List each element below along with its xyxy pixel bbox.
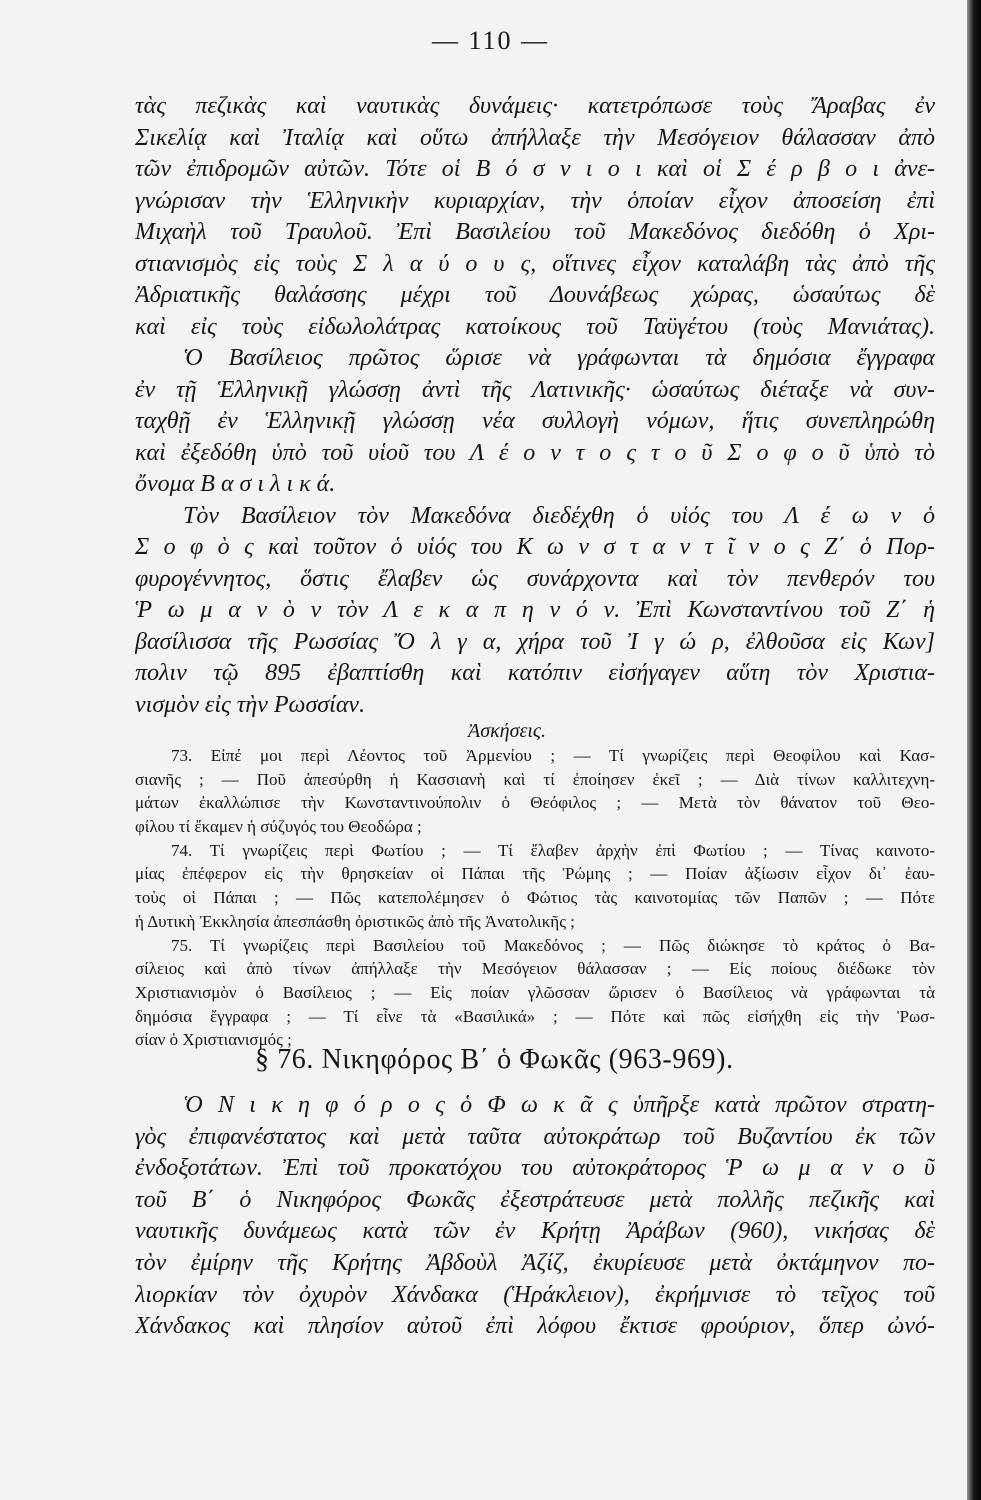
body-line: Ἀδριατικῆς θαλάσσης μέχρι τοῦ Δουνάβεως χώρας, ὡσαύτως δὲ <box>135 282 935 308</box>
body-text <box>135 91 935 721</box>
section-line: λιορκίαν τὸν ὀχυρὸν Χάνδακα (Ἡράκλειον), ἐκρήμνισε τὸ τεῖχος τοῦ <box>135 1281 935 1308</box>
body-line: καὶ εἰς τοὺς εἰδωλολάτρας κατοίκους τοῦ Ταϋγέτου (τοὺς Μανιάτας). <box>135 313 935 340</box>
exercise-line: σιανῆς ; — Ποῦ ἀπεσύρθη ἡ Κασσιανὴ καὶ τί ἐποίησεν ἐκεῖ ; — Διὰ τίνων καλλιτεχνη- <box>135 769 935 789</box>
body-line: τὰς πεζικὰς καὶ ναυτικὰς δυνάμεις· κατετρόπωσε τοὺς Ἄραβας ἐν <box>135 93 935 119</box>
exercise-line: 73. Εἰπέ μοι περὶ Λέοντος τοῦ Ἀρμενίου ; — Τί γνωρίζεις περὶ Θεοφίλου καὶ Κασ- <box>171 746 935 765</box>
body-line: Τὸν Βασίλειον τὸν Μακεδόνα διεδέχθη ὁ υἱός του Λ έ ω ν ὁ <box>183 502 935 529</box>
body-line: φυρογέννητος, ὅστις ἔλαβεν ὡς συνάρχοντα καὶ τὸν πενθερόν του <box>135 565 935 592</box>
body-line: Ὁ Βασίλειος πρῶτος ὥρισε νὰ γράφωνται τὰ δημόσια ἔγγραφα <box>183 345 935 371</box>
body-line: Μιχαὴλ τοῦ Τραυλοῦ. Ἐπὶ Βασιλείου τοῦ Μακεδόνος διεδόθη ὁ Χρι- <box>135 219 935 245</box>
exercise-line: σίαν ὁ Χριστιανισμός ; <box>135 1030 292 1050</box>
exercises-list <box>135 744 935 1052</box>
exercise-line: 74. Τί γνωρίζεις περὶ Φωτίου ; — Τί ἔλαβεν ἀρχὴν ἐπὶ Φωτίου ; — Τίνας καινοτο- <box>171 840 935 860</box>
section-line: ἐνδοξοτάτων. Ἐπὶ τοῦ προκατόχου του αὐτοκράτορος Ῥ ω μ α ν ο ῦ <box>135 1155 935 1182</box>
section-text <box>135 1090 935 1343</box>
exercise-line: τοὺς οἱ Πάπαι ; — Πῶς κατεπολέμησεν ὁ Φώτιος τὰς καινοτομίας τῶν Παπῶν ; — Πότε <box>135 888 935 908</box>
section-heading: § 76. Νικηφόρος Β΄ ὁ Φωκᾶς (963-969). <box>255 1044 734 1075</box>
exercise-line: μίας ἐπέφερον εἰς τὴν θρησκείαν οἱ Πάπαι τῆς Ῥώμης ; — Ποίαν ἀξίωσιν εἶχον δι᾽ ἑαυ- <box>135 864 935 884</box>
exercise-line: Χριστιανισμὸν ὁ Βασίλειος ; — Εἰς ποίαν γλῶσσαν ὥρισεν ὁ Βασίλειος νὰ γράφωνται τὰ <box>135 982 935 1002</box>
exercise-line: μάτων ἐκαλλώπισε τὴν Κωνσταντινούπολιν ὁ Θεόφιλος ; — Μετὰ τὸν θάνατον τοῦ Θεο- <box>135 793 935 813</box>
exercises-title: Ἀσκήσεις. <box>468 720 547 742</box>
page-number: — 110 — <box>431 26 550 55</box>
body-line: νισμὸν εἰς τὴν Ρωσσίαν. <box>135 691 366 718</box>
section-line: τοῦ Β΄ ὁ Νικηφόρος Φωκᾶς ἐξεστράτευσε μετὰ πολλῆς πεζικῆς καὶ <box>135 1186 935 1213</box>
body-line: ἐν τῇ Ἑλληνικῇ γλώσσῃ ἀντὶ τῆς Λατινικῆς· ὡσαύτως διέταξε νὰ συν- <box>135 376 935 403</box>
body-line: γνώρισαν τὴν Ἑλληνικὴν κυριαρχίαν, τὴν ὁποίαν εἶχον ἀποσείση ἐπὶ <box>135 187 935 214</box>
exercise-line: σίλειος καὶ ἀπὸ τίνων ἀπήλλαξε τὴν Μεσόγειον θάλασσαν ; — Εἰς ποίους διέδωκε τὸν <box>135 959 935 979</box>
body-line: καὶ ἐξεδόθη ὑπὸ τοῦ υἱοῦ του Λ έ ο ν τ ο ς τ ο ῦ Σ ο φ ο ῦ ὑπὸ τὸ <box>135 439 935 466</box>
scan-edge <box>967 0 981 1500</box>
body-line: ταχθῇ ἐν Ἑλληνικῇ γλώσσῃ νέα συλλογὴ νόμων, ἥτις συνεπληρώθη <box>135 408 935 434</box>
section-line: Χάνδακος καὶ πλησίον αὐτοῦ ἐπὶ λόφου ἔκτισε φρούριον, ὅπερ ὠνό- <box>135 1313 935 1340</box>
exercise-line: φίλου τί ἔκαμεν ἡ σύζυγός του Θεοδώρα ; <box>135 817 422 837</box>
exercise-line: ἡ Δυτικὴ Ἐκκλησία ἀπεσπάσθη ὁριστικῶς ἀπὸ τῆς Ἀνατολικῆς ; <box>135 911 575 931</box>
exercise-line: 75. Τί γνωρίζεις περὶ Βασιλείου τοῦ Μακεδόνος ; — Πῶς διώκησε τὸ κράτος ὁ Βα- <box>171 935 935 955</box>
section-line: τὸν ἐμίρην τῆς Κρήτης Ἀβδοὺλ Ἀζίζ, ἐκυρίευσε μετὰ ὀκτάμηνον πο- <box>135 1249 935 1276</box>
exercise-line: δημόσια ἔγγραφα ; — Τί εἶνε τὰ «Βασιλικά» ; — Πότε καὶ πῶς εἰσήχθη εἰς τὴν Ῥωσ- <box>135 1006 935 1026</box>
body-line: Ῥ ω μ α ν ὸ ν τὸν Λ ε κ α π η ν ό ν. Ἐπὶ Κωνσταντίνου τοῦ Ζ΄ ἡ <box>135 597 935 623</box>
body-line: Σ ο φ ὸ ς καὶ τοῦτον ὁ υἱός του Κ ω ν σ τ α ν τ ῖ ν ο ς Ζ΄ ὁ Πορ- <box>135 534 935 560</box>
section-line: Ὁ Ν ι κ η φ ό ρ ο ς ὁ Φ ω κ ᾶ ς ὑπῆρξε κατὰ πρῶτον στρατη- <box>183 1092 935 1118</box>
body-line: βασίλισσα τῆς Ρωσσίας Ὄ λ γ α, χήρα τοῦ Ἰ γ ώ ρ, ἐλθοῦσα εἰς Κων] <box>135 628 935 655</box>
body-line: στιανισμὸς εἰς τοὺς Σ λ α ύ ο υ ς, οἵτινες εἶχον καταλάβη τὰς ἀπὸ τῆς <box>135 250 935 277</box>
body-line: Σικελίᾳ καὶ Ἰταλίᾳ καὶ οὕτω ἀπήλλαξε τὴν Μεσόγειον θάλασσαν ἀπὸ <box>135 124 935 151</box>
section-line: γὸς ἐπιφανέστατος καὶ μετὰ ταῦτα αὐτοκράτωρ τοῦ Βυζαντίου ἐκ τῶν <box>135 1123 935 1150</box>
body-line: πολιν τῷ 895 ἐβαπτίσθη καὶ κατόπιν εἰσήγαγεν αὕτη τὸν Χριστια- <box>135 660 935 686</box>
body-line: ὄνομα Β α σ ι λ ι κ ά. <box>135 471 336 497</box>
section-line: ναυτικῆς δυνάμεως κατὰ τῶν ἐν Κρήτῃ Ἀράβων (960), νικήσας δὲ <box>135 1218 935 1245</box>
body-line: τῶν ἐπιδρομῶν αὐτῶν. Τότε οἱ Β ό σ ν ι ο ι καὶ οἱ Σ έ ρ β ο ι ἀνε- <box>135 156 935 182</box>
